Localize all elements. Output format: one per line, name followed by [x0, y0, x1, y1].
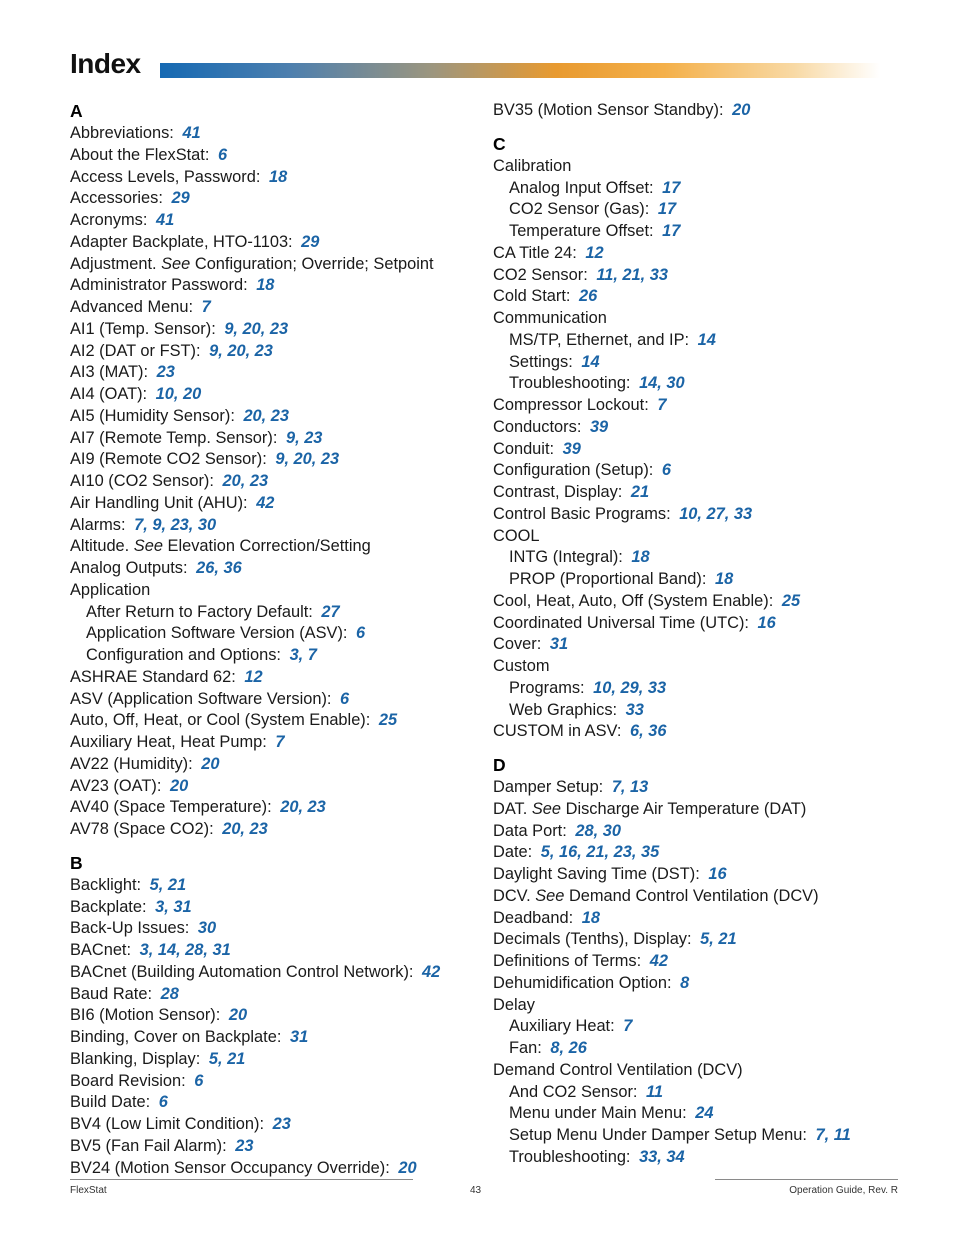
- index-term: Conductors:: [493, 417, 582, 436]
- index-term: Cool, Heat, Auto, Off (System Enable):: [493, 591, 774, 610]
- page-reference-link[interactable]: 31: [549, 635, 569, 654]
- page-reference-link[interactable]: 8: [680, 973, 690, 992]
- see-reference-target: Configuration; Override; Setpoint: [194, 254, 434, 273]
- index-term: Web Graphics:: [509, 700, 618, 719]
- index-subentry: [493, 1125, 913, 1147]
- page-reference-link[interactable]: 18: [256, 276, 275, 295]
- index-entry: [70, 1071, 470, 1093]
- page-reference-link[interactable]: 16: [708, 865, 727, 883]
- index-entry: [493, 156, 913, 178]
- index-term: Board Revision:: [70, 1071, 186, 1090]
- index-term: AV40 (Space Temperature):: [70, 798, 272, 817]
- index-term: Configuration (Setup):: [493, 461, 654, 480]
- page-reference-link[interactable]: 7: [201, 298, 211, 316]
- index-term: Custom: [493, 657, 550, 675]
- index-term: And CO2 Sensor:: [509, 1082, 638, 1101]
- index-term: BACnet:: [70, 941, 132, 959]
- index-term: Daylight Saving Time (DST):: [493, 865, 700, 883]
- index-subentry: [493, 1038, 913, 1060]
- index-term: Access Levels, Password:: [70, 167, 261, 186]
- index-term: Menu under Main Menu:: [509, 1104, 687, 1123]
- index-subentry: [493, 1016, 913, 1038]
- index-term: AI9 (Remote CO2 Sensor):: [70, 450, 267, 469]
- index-term: CO2 Sensor:: [493, 265, 588, 284]
- index-term: Programs:: [509, 678, 585, 697]
- page-reference-link[interactable]: 12: [244, 667, 263, 686]
- index-term: PROP (Proportional Band):: [509, 570, 707, 588]
- page-reference-link[interactable]: 42: [256, 493, 275, 512]
- index-entry: [493, 395, 913, 417]
- index-letter-heading: D: [493, 755, 506, 775]
- page-reference-link[interactable]: 20: [228, 1006, 248, 1025]
- page-reference-link[interactable]: 10, 20: [155, 385, 202, 403]
- index-subentry: [493, 352, 913, 374]
- index-entry: [493, 929, 913, 951]
- index-entry: [493, 526, 913, 548]
- index-term: AV78 (Space CO2):: [70, 820, 214, 838]
- index-term: Dehumidification Option:: [493, 973, 672, 992]
- index-term: Setup Menu Under Damper Setup Menu:: [509, 1126, 807, 1144]
- page-reference-link[interactable]: 42: [649, 952, 668, 970]
- index-term: Date:: [493, 843, 533, 862]
- page-reference-link[interactable]: 18: [581, 908, 600, 927]
- page-reference-link[interactable]: 7, 11: [815, 1126, 851, 1144]
- page-reference-link[interactable]: 9, 20, 23: [209, 341, 273, 360]
- index-term: DCV.: [493, 886, 531, 905]
- page-reference-link[interactable]: 14: [581, 352, 600, 371]
- index-term: Accessories:: [70, 189, 163, 208]
- page-reference-link[interactable]: 41: [182, 124, 201, 142]
- page-reference-link[interactable]: 26, 36: [196, 559, 242, 577]
- index-entry: [70, 689, 470, 711]
- index-subentry: [493, 547, 913, 569]
- page-reference-link[interactable]: 24: [695, 1104, 714, 1123]
- page-reference-link[interactable]: 39: [589, 417, 609, 436]
- page-reference-link[interactable]: 20: [201, 754, 220, 773]
- page-reference-link[interactable]: 17: [662, 178, 681, 197]
- index-entry: [70, 918, 470, 940]
- footer-page-number: 43: [470, 1185, 482, 1196]
- page-title: Index: [70, 48, 141, 79]
- page-reference-link[interactable]: 42: [422, 962, 441, 981]
- index-term: Cover:: [493, 635, 542, 654]
- index-entry: [70, 940, 470, 962]
- index-subentry: [493, 330, 913, 352]
- index-entry: [70, 515, 470, 537]
- index-term: COOL: [493, 526, 540, 545]
- index-entry: [70, 232, 470, 254]
- page-reference-link[interactable]: 11, 21, 33: [596, 265, 669, 284]
- index-term: CUSTOM in ASV:: [493, 722, 622, 741]
- see-reference-target: Elevation Correction/Setting: [167, 537, 371, 556]
- index-entry: [493, 821, 913, 843]
- index-term: AV23 (OAT):: [70, 776, 162, 795]
- see-reference-label: See: [161, 254, 191, 273]
- page-reference-link[interactable]: 20, 23: [222, 472, 269, 490]
- index-term: AI4 (OAT):: [70, 385, 148, 403]
- page-reference-link[interactable]: 26: [579, 287, 598, 306]
- index-term: Adjustment.: [70, 254, 157, 273]
- page-reference-link[interactable]: 25: [781, 591, 801, 610]
- page-reference-link[interactable]: 6: [340, 689, 350, 708]
- index-term: Conduit:: [493, 439, 555, 458]
- page-reference-link[interactable]: 6: [194, 1071, 204, 1090]
- index-term: Build Date:: [70, 1093, 151, 1112]
- index-entry: [70, 897, 470, 919]
- index-term: MS/TP, Ethernet, and IP:: [509, 330, 690, 349]
- index-entry: [70, 776, 470, 798]
- page-reference-link[interactable]: 3, 7: [289, 646, 317, 664]
- see-reference-label: See: [535, 886, 565, 905]
- page-reference-link[interactable]: 7: [623, 1017, 633, 1036]
- index-term: Auxiliary Heat:: [509, 1017, 615, 1036]
- page-reference-link[interactable]: 7: [275, 733, 285, 751]
- index-subentry: [70, 623, 470, 645]
- page-reference-link[interactable]: 6: [661, 461, 672, 480]
- index-subentry: [493, 199, 913, 221]
- page-reference-link[interactable]: 33, 34: [639, 1147, 685, 1166]
- page-reference-link[interactable]: 7: [657, 396, 667, 414]
- page-reference-link[interactable]: 30: [197, 919, 217, 938]
- index-entry: [70, 493, 470, 515]
- see-reference-target: Demand Control Ventilation (DCV): [568, 886, 819, 905]
- index-entry: [493, 613, 913, 635]
- page-reference-link[interactable]: 10, 27, 33: [679, 504, 753, 523]
- see-reference-label: See: [133, 537, 163, 556]
- page-reference-link[interactable]: 5, 21: [208, 1049, 246, 1068]
- page-reference-link[interactable]: 20, 23: [222, 820, 268, 838]
- footer-product: FlexStat: [70, 1185, 107, 1196]
- page-reference-link[interactable]: 23: [235, 1136, 254, 1155]
- index-term: Analog Outputs:: [70, 559, 188, 577]
- page-reference-link[interactable]: 8, 26: [550, 1039, 587, 1057]
- index-term: Configuration and Options:: [86, 646, 281, 664]
- index-subentry: [493, 569, 913, 591]
- page-reference-link[interactable]: 11: [646, 1082, 664, 1101]
- index-term: Demand Control Ventilation (DCV): [493, 1060, 743, 1079]
- index-term: Altitude.: [70, 537, 130, 556]
- index-entry: [70, 341, 470, 363]
- page-reference-link[interactable]: 25: [378, 711, 398, 730]
- index-entry: [70, 710, 470, 732]
- index-entry: [493, 504, 913, 526]
- page-reference-link[interactable]: 14: [697, 330, 716, 349]
- index-term: Calibration: [493, 156, 572, 175]
- index-term: Backlight:: [70, 875, 142, 894]
- page-reference-link[interactable]: 9, 23: [285, 428, 323, 447]
- index-term: Backplate:: [70, 897, 147, 916]
- index-term: Application Software Version (ASV):: [86, 624, 348, 643]
- index-entry: [70, 1136, 470, 1158]
- index-entry: [493, 995, 913, 1017]
- index-term: Data Port:: [493, 821, 567, 840]
- index-term: BV24 (Motion Sensor Occupancy Override):: [70, 1158, 390, 1177]
- index-term: AI1 (Temp. Sensor):: [70, 319, 216, 338]
- index-term: ASV (Application Software Version):: [70, 689, 332, 708]
- index-entry: [493, 973, 913, 995]
- see-reference-label: See: [531, 799, 562, 818]
- page-reference-link[interactable]: 33: [625, 700, 644, 719]
- index-term: Delay: [493, 995, 535, 1014]
- page-reference-link[interactable]: 18: [268, 167, 288, 186]
- page-reference-link[interactable]: 16: [757, 613, 776, 632]
- page-reference-link[interactable]: 6: [356, 624, 366, 643]
- index-entry: [70, 167, 470, 189]
- index-term: Damper Setup:: [493, 778, 604, 796]
- index-column-left: [70, 100, 470, 1179]
- index-entry: [493, 908, 913, 930]
- index-entry: [70, 875, 470, 897]
- index-term: Troubleshooting:: [509, 1147, 631, 1166]
- index-entry: [493, 265, 913, 287]
- index-letter-heading: B: [70, 852, 83, 873]
- index-entry: [70, 536, 470, 558]
- index-entry: [493, 951, 913, 973]
- page-reference-link[interactable]: 10, 29, 33: [593, 678, 667, 697]
- index-subentry: [493, 700, 913, 722]
- index-letter-heading: A: [70, 101, 83, 121]
- index-entry: [493, 308, 913, 330]
- index-entry: [493, 482, 913, 504]
- page-reference-link[interactable]: 3, 14, 28, 31: [139, 941, 231, 959]
- index-entry: [70, 1114, 470, 1136]
- index-entry: [70, 428, 470, 450]
- page-reference-link[interactable]: 18: [714, 570, 734, 588]
- index-entry: [70, 1049, 470, 1071]
- index-entry: [493, 656, 913, 678]
- page-reference-link[interactable]: 5, 16, 21, 23, 35: [540, 843, 660, 862]
- index-entry: [493, 439, 913, 461]
- index-term: Back-Up Issues:: [70, 919, 190, 938]
- index-term: BV4 (Low Limit Condition):: [70, 1115, 265, 1133]
- page-reference-link[interactable]: 41: [155, 211, 175, 229]
- page-reference-link[interactable]: 28: [160, 984, 179, 1003]
- index-term: Fan:: [509, 1039, 542, 1057]
- index-entry: [493, 634, 913, 656]
- page-reference-link[interactable]: 6: [158, 1093, 168, 1112]
- index-entry: [70, 962, 470, 984]
- title-gradient-bar: [160, 63, 880, 78]
- index-entry: [70, 254, 470, 276]
- index-subentry: [70, 602, 470, 624]
- index-entry: [70, 449, 470, 471]
- index-term: Air Handling Unit (AHU):: [70, 493, 248, 512]
- index-entry: [70, 210, 470, 232]
- index-entry: [70, 188, 470, 210]
- index-term: Adapter Backplate, HTO-1103:: [70, 232, 293, 251]
- index-entry: [493, 886, 913, 908]
- index-term: AI5 (Humidity Sensor):: [70, 406, 235, 425]
- index-subentry: [493, 178, 913, 200]
- index-subentry: [493, 1103, 913, 1125]
- index-term: Coordinated Universal Time (UTC):: [493, 613, 749, 632]
- index-entry: [70, 275, 470, 297]
- index-subentry: [493, 221, 913, 243]
- index-entry: [70, 1027, 470, 1049]
- index-entry: [493, 460, 913, 482]
- index-term: Settings:: [509, 352, 573, 371]
- index-term: Analog Input Offset:: [509, 178, 654, 197]
- index-term: Compressor Lockout:: [493, 396, 649, 414]
- index-entry: [70, 471, 470, 493]
- index-entry: [70, 732, 470, 754]
- page-reference-link[interactable]: 29: [301, 232, 320, 251]
- page-reference-link[interactable]: 5, 21: [149, 875, 187, 894]
- index-column-right: [493, 100, 913, 1169]
- see-reference-target: Discharge Air Temperature (DAT): [565, 799, 807, 818]
- page-reference-link[interactable]: 9, 20, 23: [275, 450, 340, 469]
- index-entry: [493, 721, 913, 743]
- index-term: Binding, Cover on Backplate:: [70, 1028, 282, 1046]
- page-reference-link[interactable]: 20: [398, 1158, 417, 1177]
- index-term: Troubleshooting:: [509, 374, 631, 393]
- index-term: INTG (Integral):: [509, 548, 623, 567]
- page-reference-link[interactable]: 17: [657, 200, 677, 219]
- index-term: Advanced Menu:: [70, 298, 194, 316]
- index-term: Auto, Off, Heat, or Cool (System Enable):: [70, 711, 371, 730]
- index-term: AI2 (DAT or FST):: [70, 341, 201, 360]
- index-entry: [493, 1060, 913, 1082]
- footer-rule-left: [70, 1179, 413, 1180]
- index-subentry: [493, 678, 913, 700]
- index-entry: [70, 667, 470, 689]
- index-term: Decimals (Tenths), Display:: [493, 930, 692, 949]
- index-term: AI10 (CO2 Sensor):: [70, 472, 214, 490]
- index-term: Definitions of Terms:: [493, 952, 642, 970]
- page-reference-link[interactable]: 9, 20, 23: [224, 319, 289, 338]
- page-reference-link[interactable]: 23: [272, 1115, 291, 1133]
- index-entry: [493, 417, 913, 439]
- page-reference-link[interactable]: 3, 31: [155, 897, 192, 916]
- page-reference-link[interactable]: 21: [630, 483, 650, 501]
- index-entry: [70, 797, 470, 819]
- index-entry: [493, 842, 913, 864]
- index-entry: [493, 591, 913, 613]
- index-entry: [70, 319, 470, 341]
- page-reference-link[interactable]: 6: [217, 145, 228, 164]
- page-reference-link[interactable]: 28, 30: [575, 821, 621, 840]
- index-term: Baud Rate:: [70, 984, 153, 1003]
- index-entry: [493, 864, 913, 886]
- page-reference-link[interactable]: 7, 9, 23, 30: [134, 515, 217, 534]
- index-term: BACnet (Building Automation Control Network):: [70, 962, 414, 981]
- index-term: Application: [70, 580, 151, 599]
- index-term: Deadband:: [493, 908, 574, 927]
- index-entry: [70, 362, 470, 384]
- index-term: Auxiliary Heat, Heat Pump:: [70, 733, 267, 751]
- page-reference-link[interactable]: 5, 21: [700, 930, 737, 949]
- index-term: AV22 (Humidity):: [70, 754, 193, 773]
- index-term: Blanking, Display:: [70, 1049, 201, 1068]
- index-term: After Return to Factory Default:: [86, 602, 313, 621]
- index-entry: [70, 580, 470, 602]
- index-entry: [70, 406, 470, 428]
- index-term: AI3 (MAT):: [70, 363, 149, 382]
- page-reference-link[interactable]: 17: [662, 222, 681, 240]
- index-entry: [70, 145, 470, 167]
- page-reference-link[interactable]: 23: [156, 363, 175, 382]
- index-term: BV35 (Motion Sensor Standby):: [493, 101, 724, 119]
- index-term: Communication: [493, 309, 607, 327]
- page-reference-link[interactable]: 20, 23: [280, 798, 326, 817]
- index-entry: [493, 799, 913, 821]
- index-subentry: [493, 1082, 913, 1104]
- index-letter-heading: C: [493, 133, 506, 154]
- footer-rule-right: [715, 1179, 898, 1180]
- page-reference-link[interactable]: 20: [732, 101, 751, 119]
- page-reference-link[interactable]: 31: [289, 1028, 309, 1046]
- page-reference-link[interactable]: 12: [585, 243, 604, 262]
- index-subentry: [493, 373, 913, 395]
- index-entry: [70, 123, 470, 145]
- page-reference-link[interactable]: 6, 36: [630, 722, 667, 741]
- index-term: Contrast, Display:: [493, 483, 623, 501]
- index-term: About the FlexStat:: [70, 145, 210, 164]
- index-entry: [70, 384, 470, 406]
- index-term: Alarms:: [70, 515, 126, 534]
- index-term: BV5 (Fan Fail Alarm):: [70, 1136, 227, 1155]
- index-term: CO2 Sensor (Gas):: [509, 200, 650, 219]
- index-entry: [70, 297, 470, 319]
- index-entry: [70, 754, 470, 776]
- index-entry: [70, 984, 470, 1006]
- index-entry: [493, 100, 913, 122]
- page-reference-link[interactable]: 39: [562, 439, 581, 458]
- page-reference-link[interactable]: 18: [631, 548, 650, 567]
- index-term: Cold Start:: [493, 287, 571, 306]
- index-term: BI6 (Motion Sensor):: [70, 1006, 221, 1025]
- index-term: Control Basic Programs:: [493, 504, 671, 523]
- index-entry: [493, 243, 913, 265]
- index-entry: [493, 286, 913, 308]
- index-subentry: [493, 1147, 913, 1169]
- page-reference-link[interactable]: 27: [321, 602, 340, 621]
- index-entry: [70, 1005, 470, 1027]
- index-entry: [70, 558, 470, 580]
- index-term: Abbreviations:: [70, 124, 174, 142]
- index-entry: [70, 1158, 470, 1180]
- page-reference-link[interactable]: 7, 13: [611, 778, 649, 796]
- index-term: Acronyms:: [70, 211, 148, 229]
- index-entry: [493, 777, 913, 799]
- index-term: CA Title 24:: [493, 243, 577, 262]
- page-reference-link[interactable]: 14, 30: [639, 374, 685, 393]
- index-entry: [70, 1092, 470, 1114]
- page-reference-link[interactable]: 29: [171, 189, 190, 208]
- page-reference-link[interactable]: 20, 23: [243, 406, 290, 425]
- footer-doc-title: Operation Guide, Rev. R: [789, 1185, 898, 1196]
- index-term: DAT.: [493, 799, 528, 818]
- index-entry: [70, 819, 470, 841]
- index-term: AI7 (Remote Temp. Sensor):: [70, 428, 278, 447]
- index-subentry: [70, 645, 470, 667]
- index-term: Temperature Offset:: [509, 222, 654, 240]
- index-term: Administrator Password:: [70, 276, 248, 295]
- index-term: ASHRAE Standard 62:: [70, 667, 236, 686]
- page-reference-link[interactable]: 20: [169, 776, 189, 795]
